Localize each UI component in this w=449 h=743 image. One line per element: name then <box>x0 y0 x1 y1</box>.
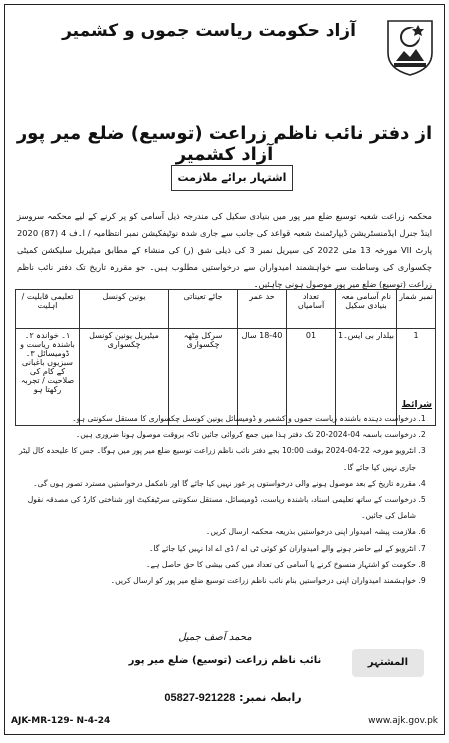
header <box>5 5 444 101</box>
table-header: نام آسامی معہ بنیادی سکیل <box>336 290 397 329</box>
condition-item: 1. درخواست دہندہ باشندہ ریاست جموں و کشمیر و ڈومیسائل یونین کونسل چکسواری کا مستقل سکونتی ہو۔ <box>17 411 416 427</box>
condition-item: 6. ملازمت پیشہ امیدوار اپنی درخواستیں بذریعہ محکمہ ارسال کریں۔ <box>17 524 416 540</box>
posts-table <box>15 289 436 426</box>
table-header-row <box>16 290 436 329</box>
condition-item: 2. درخواست باسمہ 04-2024-20 تک دفتر ہذا میں جمع کروائی جائیں تاکہ بروقت موصول ہونا ضروری ہیں۔ <box>17 427 416 443</box>
intro-paragraph: محکمہ زراعت شعبہ توسیع ضلع میر پور میں بنیادی سکیل کی مندرجہ ذیل آسامی کو پر کرنے کے لیے محکمہ سروسز اینڈ جنرل ایڈمنسٹریشن ڈیپارٹمنٹ شعبہ قواعد کی جانب سے جاری شدہ نوٹیفکیشن نمبر انتظامیہ / ا۔ف 4 (87) 2020 پارٹ VII مورخہ 13 مئی 2022 کی سیریل نمبر 3 کی ذیلی شق (ر) کی منشاء کے مطابق میٹیریل سلیکشن کمیٹی چکسواری کی وساطت سے خواہشمند امیدواران سے درخواستیں مطلوب ہیں۔ جو مقررہ تاریخ تک دفتر نائب ناظم زراعت (توسیع) ضلع میر پور موصول ہونی چاہئیں۔ <box>17 211 433 289</box>
signature-name: محمد آصف جمیل <box>178 632 252 643</box>
table-cell: میٹیریل یونین کونسل چکسواری <box>80 329 169 426</box>
contact-line <box>123 691 343 704</box>
table-header: یونین کونسل <box>80 290 169 329</box>
ad-heading: اشتہار برائے ملازمت <box>171 165 293 191</box>
table-header: حد عمر <box>238 290 287 329</box>
website-link[interactable]: www.ajk.gov.pk <box>368 716 438 726</box>
advertisement-page <box>4 4 445 735</box>
table-header: جائے تعیناتی <box>169 290 238 329</box>
conditions-label: شرائط <box>401 400 432 410</box>
advertiser-label: المشتہر <box>367 657 408 668</box>
government-title: آزاد حکومت ریاست جموں و کشمیر <box>62 21 356 41</box>
condition-item: 9. خواہشمند امیدواران اپنی درخواستیں بنام نائب ناظم زراعت توسیع ضلع میر پور کو ارسال کریں۔ <box>17 573 416 589</box>
condition-item: 4. مقررہ تاریخ کے بعد موصول ہونے والی درخواستوں پر غور نہیں کیا جائے گا اور نامکمل درخواستیں مسترد تصور ہوں گی۔ <box>17 476 416 492</box>
table-cell: 1 <box>397 329 436 426</box>
condition-item: 3. انٹرویو مورخہ 22-04-2024 بوقت 10:00 بجے دفتر نائب ناظم زراعت توسیع ضلع میر پور میں ہوگا۔ جس کا علیحدہ کال لیٹر جاری نہیں کیا جائے گا۔ <box>17 443 416 475</box>
department-title: از دفتر نائب ناظم زراعت (توسیع) ضلع میر پور آزاد کشمیر <box>16 123 433 165</box>
table-cell: سرکل مِٹھہ چکسواری <box>169 329 238 426</box>
office-name: نائب ناظم زراعت (توسیع) ضلع میر پور <box>128 655 322 666</box>
ajk-emblem-icon <box>384 15 436 77</box>
contact-label: رابطہ نمبر: <box>239 691 302 704</box>
table-header: تعلیمی قابلیت / اہلیت <box>16 290 80 329</box>
table-header: تعداد آسامیاں <box>287 290 336 329</box>
table-cell: 18-40 سال <box>238 329 287 426</box>
ad-code: AJK-MR-129- N-4-24 <box>11 716 111 726</box>
condition-item: 7. انٹرویو کے لیے حاضر ہونے والے امیدواران کو کوئی ٹی اے / ڈی اے ادا نہیں کیا جائے گا۔ <box>17 541 416 557</box>
table-cell: ۱۔ خواندہ ۲۔ باشندہ ریاست و ڈومیسائل ۳۔ سبزیوں باغبانی کے کام کی صلاحیت / تجربہ رکھتا ہو <box>16 329 80 426</box>
table-cell: بیلدار بی ایس۔1 <box>336 329 397 426</box>
condition-item: 8. حکومت کو اشتہار منسوخ کرنے یا آسامی کی تعداد میں کمی بیشی کا حق حاصل ہے۔ <box>17 557 416 573</box>
condition-item: 5. درخواست کے ساتھ تعلیمی اسناد، باشندہ ریاست، ڈومیسائل، مستقل سکونتی سرٹیفکیٹ اور شناختی کارڈ کی مصدقہ نقول شامل کی جائیں۔ <box>17 492 416 524</box>
contact-number: 05827-921228 <box>164 692 236 704</box>
table-cell: 01 <box>287 329 336 426</box>
conditions-list <box>17 411 432 589</box>
table-header: نمبر شمار <box>397 290 436 329</box>
